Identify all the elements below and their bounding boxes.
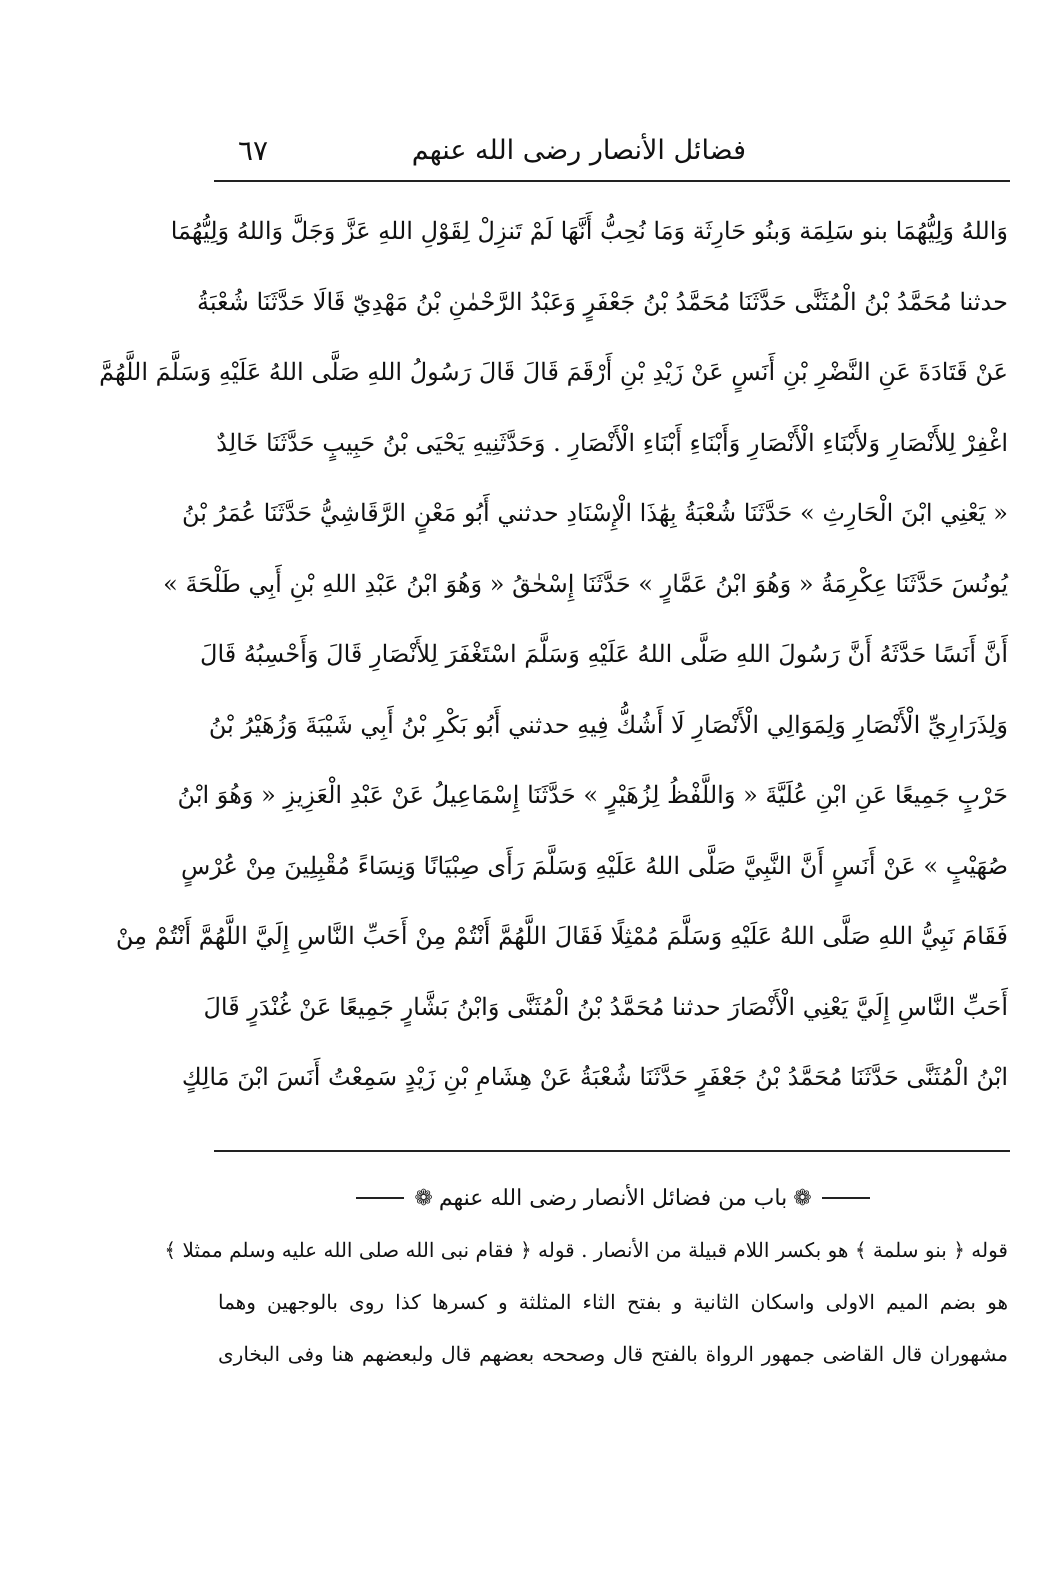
commentary-line: هو بضم الميم الاولى واسكان الثانية و بفتح الثاء المثلثة و كسرها كذا روى بالوجهين وهما bbox=[218, 1290, 1008, 1314]
commentary-line: قوله ﴿ بنو سلمة ﴾ هو بكسر اللام قبيلة من الأنصار . قوله ﴿ فقام نبى الله صلى الله عليه وسلم ممثلا ﴾ bbox=[164, 1238, 1008, 1262]
hadith-text bbox=[99, 196, 1008, 1113]
text-line: أَحَبِّ النَّاسِ إِلَيَّ يَعْنِي الْأَنْصَارَ حدثنا مُحَمَّدُ بْنُ الْمُثَنَّى وَابْنُ بَشَّارٍ جَمِيعًا عَنْ غُنْدَرٍ قَالَ bbox=[203, 992, 1008, 1021]
commentary-line: مشهوران قال القاضى جمهور الرواة بالفتح قال وصححه بعضهم قال ولبعضهم هنا وفى البخارى bbox=[218, 1342, 1008, 1366]
text-line: وَلِذَرَارِيِّ الْأَنْصَارِ وَلِمَوَالِي الْأَنْصَارِ لَا أَشُكُّ فِيهِ حدثني أَبُو بَكْرِ بْنُ أَبِي شَيْبَةَ وَزُهَيْرُ بْنُ bbox=[208, 710, 1008, 739]
page-number: ٦٧ bbox=[238, 133, 269, 167]
text-line: وَاللهُ وَلِيُّهُمَا بنو سَلِمَة وَبنُو حَارِثَة وَمَا نُحِبُّ أَنَّهَا لَمْ تَنزِلْ لِقَوْلِ اللهِ عَزَّ وَجَلَّ وَاللهُ وَلِيُّهُمَا bbox=[170, 217, 1008, 245]
commentary-text bbox=[164, 1224, 1008, 1380]
section-divider bbox=[214, 1150, 1010, 1152]
text-line: فَقَامَ نَبِيُّ اللهِ صَلَّى اللهُ عَلَيْهِ وَسَلَّمَ مُمْثِلًا فَقَالَ اللَّهُمَّ أَنْتُمْ مِنْ أَحَبِّ النَّاسِ إِلَيَّ اللَّهُمَّ أَنْتُمْ مِنْ bbox=[115, 922, 1008, 950]
page-header bbox=[218, 128, 1008, 172]
ornament-icon: ❁ bbox=[414, 1185, 433, 1211]
text-line: اغْفِرْ لِلأَنْصَارِ وَلأَبْنَاءِ الْأَنْصَارِ وَأَبْنَاءِ أَبْنَاءِ الْأَنْصَارِ . وَحَدَّثَنِيهِ يَحْيَى بْنُ حَبِيبٍ حَدَّثَنَا خَالِدٌ bbox=[216, 428, 1008, 457]
text-line: يُونُسَ حَدَّثَنَا عِكْرِمَةُ « وَهُوَ ابْنُ عَمَّارٍ » حَدَّثَنَا إِسْحٰقُ « وَهُوَ ابْنُ عَبْدِ اللهِ بْنِ أَبِي طَلْحَةَ » bbox=[163, 569, 1008, 598]
header-rule bbox=[214, 180, 1010, 182]
text-line: حدثنا مُحَمَّدُ بْنُ الْمُثَنَّى حَدَّثَنَا مُحَمَّدُ بْنُ جَعْفَرٍ وَعَبْدُ الرَّحْمٰنِ بْنُ مَهْدِيّ قَالَا حَدَّثَنَا شُعْبَةُ bbox=[197, 287, 1008, 316]
ornament-icon: ❁ bbox=[793, 1185, 812, 1211]
chapter-heading-text: باب من فضائل الأنصار رضى الله عنهم bbox=[438, 1185, 788, 1211]
running-title: فضائل الأنصار رضى الله عنهم bbox=[411, 134, 746, 166]
text-line: ابْنُ الْمُثَنَّى حَدَّثَنَا مُحَمَّدُ بْنُ جَعْفَرٍ حَدَّثَنَا شُعْبَةُ عَنْ هِشَامِ بْنِ زَيْدٍ سَمِعْتُ أَنَسَ ابْنَ مَالِكٍ bbox=[181, 1063, 1008, 1091]
text-line: صُهَيْبٍ » عَنْ أَنَسٍ أَنَّ النَّبِيَّ صَلَّى اللهُ عَلَيْهِ وَسَلَّمَ رَأَى صِبْيَانًا وَنِسَاءً مُقْبِلِينَ مِنْ عُرْسٍ bbox=[181, 851, 1008, 880]
text-line: أَنَّ أَنَسًا حَدَّثَهُ أَنَّ رَسُولَ اللهِ صَلَّى اللهُ عَلَيْهِ وَسَلَّمَ اسْتَغْفَرَ لِلأَنْصَارِ قَالَ وَأَحْسِبُهُ قَالَ bbox=[200, 640, 1008, 668]
text-line: « يَعْنِي ابْنَ الْحَارِثِ » حَدَّثَنَا شُعْبَةُ بِهَٰذَا الْإِسْنَادِ حدثني أَبُو مَعْنٍ الرَّقَاشِيُّ حَدَّثَنَا عُمَرُ بْنُ bbox=[181, 499, 1008, 527]
text-line: حَرْبٍ جَمِيعًا عَنِ ابْنِ عُلَيَّةَ « وَاللَّفْظُ لِزُهَيْرٍ » حَدَّثَنَا إِسْمَاعِيلُ عَنْ عَبْدِ الْعَزِيزِ « وَهُوَ ابْنُ bbox=[177, 781, 1008, 809]
heading-dash bbox=[822, 1197, 870, 1199]
heading-dash bbox=[356, 1197, 404, 1199]
text-line: عَنْ قَتَادَةَ عَنِ النَّضْرِ بْنِ أَنَسٍ عَنْ زَيْدِ بْنِ أَرْقَمَ قَالَ قَالَ رَسُولُ اللهِ صَلَّى اللهُ عَلَيْهِ وَسَلَّمَ اللَّهُمَّ bbox=[99, 358, 1008, 386]
chapter-heading bbox=[218, 1178, 1008, 1218]
